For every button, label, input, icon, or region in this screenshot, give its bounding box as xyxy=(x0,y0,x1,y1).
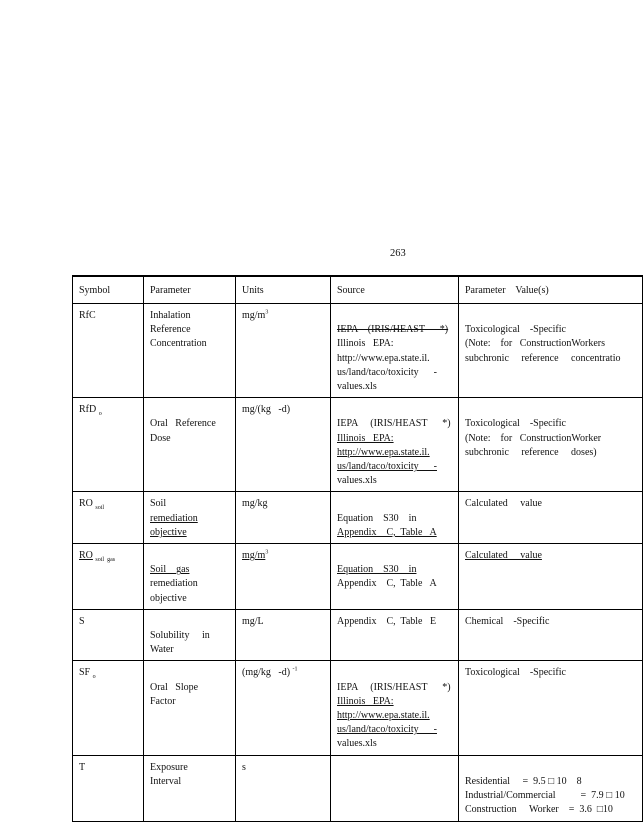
source-cell: IEPA (IRIS/HEAST *) Illinois EPA: http://www.epa.state.il. us/land/taco/toxicity - values.xls xyxy=(331,304,459,398)
units-cell: $mg/m^3$ xyxy=(236,304,331,398)
parameter-table-container xyxy=(72,275,625,816)
source-cell: Appendix C, Table E xyxy=(331,609,459,661)
units-cell: $mg/m^3$ xyxy=(236,544,331,610)
value-cell: Calculated value xyxy=(459,492,643,544)
table-row xyxy=(73,609,643,661)
value-cell: Toxicological -Specific (Note: for ConstructionWorkers subchronic reference concentratio xyxy=(459,304,643,398)
table-row xyxy=(73,304,643,398)
page-number: 263 xyxy=(390,248,406,259)
header-value: Parameter Value(s) xyxy=(459,276,643,304)
table-row xyxy=(73,755,643,821)
parameter-cell: Soil remediation objective xyxy=(144,492,236,544)
value-cell: Toxicological -Specific xyxy=(459,661,643,755)
units-cell: mg/(kg -d) xyxy=(236,398,331,492)
source-cell: Equation S30 in Appendix C, Table A xyxy=(331,492,459,544)
symbol-cell: RfC xyxy=(73,304,144,398)
symbol-cell: RO $_{soil}$ xyxy=(73,492,144,544)
symbol-cell: S xyxy=(73,609,144,661)
table-row xyxy=(73,398,643,492)
symbol-cell: SF $_o$ xyxy=(73,661,144,755)
table-row xyxy=(73,661,643,755)
symbol-cell: RO $_{soil gas}$ xyxy=(73,544,144,610)
value-cell: Toxicological -Specific (Note: for ConstructionWorker subchronic reference doses) xyxy=(459,398,643,492)
value-cell: Residential = 9.5 □ 10 8 Industrial/Commercial = 7.9 □ 10 Construction Worker = 3.6 □10 xyxy=(459,755,643,821)
header-symbol: Symbol xyxy=(73,276,144,304)
table-row xyxy=(73,544,643,610)
table-header-row xyxy=(73,276,643,304)
source-cell: IEPA (IRIS/HEAST *) Illinois EPA: http://www.epa.state.il. us/land/taco/toxicity - values.xls xyxy=(331,398,459,492)
parameter-cell: Exposure Interval xyxy=(144,755,236,821)
units-cell: s xyxy=(236,755,331,821)
header-units: Units xyxy=(236,276,331,304)
value-cell: Chemical -Specific xyxy=(459,609,643,661)
parameter-cell: Solubility in Water xyxy=(144,609,236,661)
header-source: Source xyxy=(331,276,459,304)
value-cell: Calculated value xyxy=(459,544,643,610)
parameter-cell: Inhalation Reference Concentration xyxy=(144,304,236,398)
units-cell: mg/L xyxy=(236,609,331,661)
parameter-cell: Oral Reference Dose xyxy=(144,398,236,492)
symbol-cell: T xyxy=(73,755,144,821)
source-cell xyxy=(331,755,459,821)
units-cell: mg/kg xyxy=(236,492,331,544)
units-cell: (mg/kg -d) $^{-1}$ xyxy=(236,661,331,755)
source-cell: IEPA (IRIS/HEAST *) Illinois EPA: http://www.epa.state.il. us/land/taco/toxicity - values.xls xyxy=(331,661,459,755)
parameter-cell: Oral Slope Factor xyxy=(144,661,236,755)
source-cell: Equation S30 in Appendix C, Table A xyxy=(331,544,459,610)
header-parameter: Parameter xyxy=(144,276,236,304)
parameter-cell: Soil gas remediation objective xyxy=(144,544,236,610)
table-row xyxy=(73,492,643,544)
parameter-table xyxy=(72,275,643,822)
symbol-cell: RfD $_o$ xyxy=(73,398,144,492)
